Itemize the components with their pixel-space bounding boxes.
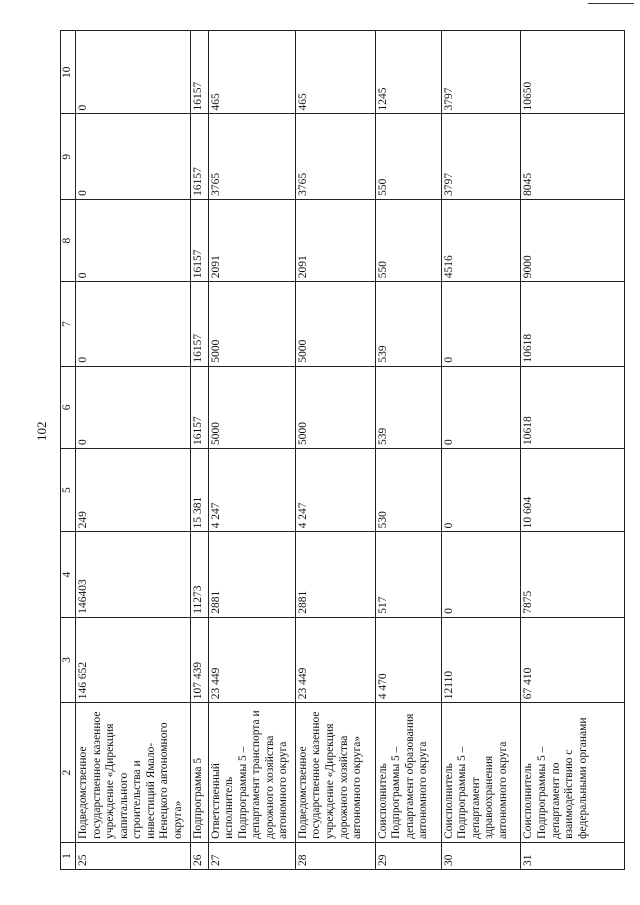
col-header: 3 [61,617,76,702]
cell-value: 517 [375,532,441,617]
cell-value: 3797 [441,114,521,199]
cell-value: 7875 [521,532,625,617]
cell-value: 67 410 [521,617,625,702]
row-name: Подведомственное государственное казенное учреждение «Дирекция дорожного хозяйства автономного округа» [295,703,375,843]
row-name: Соисполнитель Подпрограммы 5 – департамент образования автономного округа [375,703,441,843]
cell-value: 16157 [191,199,208,281]
row-name: Подведомственное государственное казенное учреждение «Дирекция капитального строительства и инвестиций Ямало-Ненецкого автономного округа» [76,703,191,843]
row-number: 26 [191,842,208,869]
row-number: 31 [521,842,625,869]
cell-value: 0 [76,282,191,366]
table-row [191,31,208,870]
table-row [295,31,375,870]
cell-value: 465 [208,31,295,114]
cell-value: 530 [375,448,441,531]
cell-value: 107 439 [191,617,208,702]
row-name: Ответственный исполнитель Подпрограммы 5 – департамент транспорта и дорожного хозяйства автономного округа [208,703,295,843]
cell-value: 16157 [191,114,208,199]
cell-value: 4 247 [295,448,375,531]
cell-value: 0 [441,532,521,617]
cell-value: 16157 [191,31,208,114]
col-header: 8 [61,199,76,281]
cell-value: 146 652 [76,617,191,702]
col-header: 7 [61,282,76,366]
table-row [441,31,521,870]
cell-value: 2881 [295,532,375,617]
row-number: 27 [208,842,295,869]
cell-value: 10618 [521,366,625,448]
cell-value: 8045 [521,114,625,199]
table-row [521,31,625,870]
cell-value: 550 [375,114,441,199]
budget-table [60,30,625,870]
cell-value: 5000 [208,282,295,366]
col-header: 4 [61,532,76,617]
cell-value: 15 381 [191,448,208,531]
cell-value: 3765 [208,114,295,199]
cell-value: 0 [441,448,521,531]
col-header: 5 [61,448,76,531]
table-row [76,31,191,870]
row-number: 25 [76,842,191,869]
header-row [61,31,76,870]
cell-value: 539 [375,282,441,366]
cell-value: 550 [375,199,441,281]
cell-value: 5000 [295,366,375,448]
row-name: Соисполнитель Подпрограммы 5 – департамент здравоохранения автономного округа [441,703,521,843]
row-number: 29 [375,842,441,869]
cell-value: 23 449 [208,617,295,702]
col-header: 2 [61,703,76,843]
cell-value: 12110 [441,617,521,702]
cell-value: 5000 [295,282,375,366]
cell-value: 11273 [191,532,208,617]
col-header: 6 [61,366,76,448]
cell-value: 16157 [191,366,208,448]
page-number: 102 [34,421,49,441]
cell-value: 3765 [295,114,375,199]
cell-value: 1245 [375,31,441,114]
row-number: 30 [441,842,521,869]
cell-value: 10650 [521,31,625,114]
cell-value: 0 [441,282,521,366]
cell-value: 4 470 [375,617,441,702]
cell-value: 10 604 [521,448,625,531]
cell-value: 4516 [441,199,521,281]
cell-value: 9000 [521,199,625,281]
cell-value: 2091 [295,199,375,281]
cell-value: 10618 [521,282,625,366]
table-row [375,31,441,870]
cell-value: 0 [441,366,521,448]
cell-value: 16157 [191,282,208,366]
col-header: 9 [61,114,76,199]
cell-value: 5000 [208,366,295,448]
cell-value: 0 [76,114,191,199]
cell-value: 0 [76,366,191,448]
col-header: 10 [61,31,76,114]
cell-value: 0 [76,31,191,114]
cell-value: 146403 [76,532,191,617]
row-number: 28 [295,842,375,869]
row-name: Соисполнитель Подпрограммы 5 – департамент по взаимодействию с федеральными органами [521,703,625,843]
cell-value: 2881 [208,532,295,617]
col-header: 1 [61,842,76,869]
cell-value: 4 247 [208,448,295,531]
rotated-sheet [60,30,625,870]
cell-value: 539 [375,366,441,448]
cell-value: 465 [295,31,375,114]
row-name: Подпрограмма 5 [191,703,208,843]
table-row [208,31,295,870]
cell-value: 0 [76,199,191,281]
cell-value: 3797 [441,31,521,114]
cell-value: 2091 [208,199,295,281]
cell-value: 23 449 [295,617,375,702]
corner-line [588,3,634,4]
cell-value: 249 [76,448,191,531]
